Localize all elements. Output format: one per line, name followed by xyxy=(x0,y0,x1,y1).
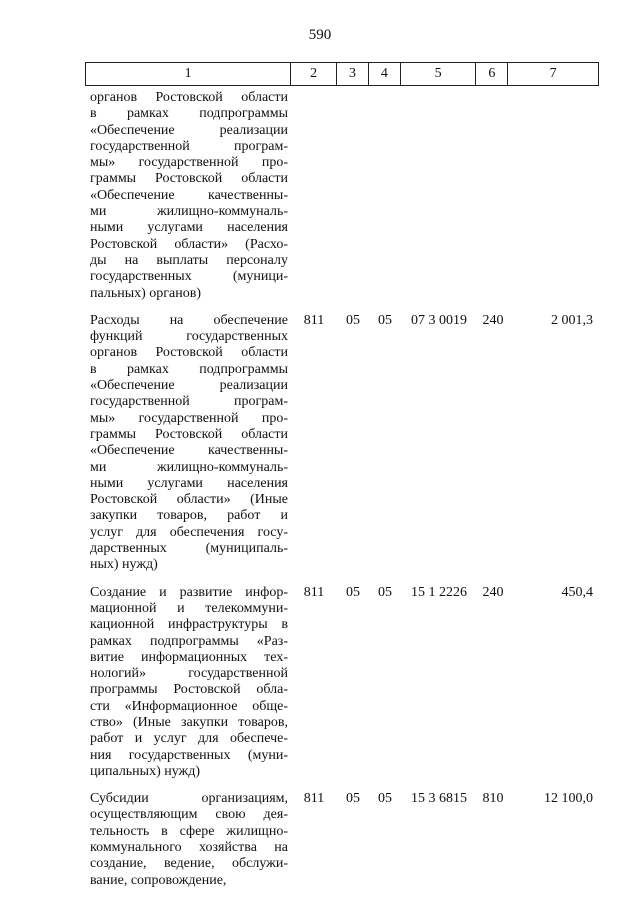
header-col-5: 5 xyxy=(401,63,477,85)
table-row xyxy=(85,313,599,574)
description-line: «Обеспечение качественны- xyxy=(90,187,288,203)
description-line: пальных) органов) xyxy=(90,285,201,301)
code-expense-type: 240 xyxy=(482,312,504,328)
row-description xyxy=(85,791,291,889)
description-line: ципальных) нужд) xyxy=(90,763,201,779)
description-line: мы» государственной про- xyxy=(90,155,288,171)
amount: 12 100,0 xyxy=(544,791,593,807)
description-line: ния государственных (муни- xyxy=(90,747,288,763)
description-line: ми жилищно-коммуналь- xyxy=(90,204,288,220)
description-line: органов Ростовской области xyxy=(90,345,288,361)
description-line: ных) нужд) xyxy=(90,557,158,573)
description-line: граммы Ростовской области xyxy=(90,171,288,187)
description-line: «Обеспечение качественны- xyxy=(90,443,288,459)
code-ministry: 811 xyxy=(303,584,325,600)
header-col-6: 6 xyxy=(476,63,508,85)
header-col-4: 4 xyxy=(369,63,401,85)
description-line: граммы Ростовской области xyxy=(90,426,288,442)
description-line: нологий» государственной xyxy=(90,666,288,682)
code-expense-type: 240 xyxy=(482,584,504,600)
description-line: Расходы на обеспечение xyxy=(90,312,288,328)
description-line: коммунального хозяйства на xyxy=(90,840,288,856)
description-line: вание, сопровождение, xyxy=(90,872,227,888)
code-ministry: 811 xyxy=(303,791,325,807)
header-col-7: 7 xyxy=(549,66,557,81)
description-line: государственных (муници- xyxy=(90,269,288,285)
amount xyxy=(509,90,599,302)
table-body xyxy=(85,90,599,900)
description-line: Субсидии организациям, xyxy=(90,791,288,807)
code-section: 05 xyxy=(346,584,360,600)
code-section: 05 xyxy=(346,791,360,807)
description-line: ными услугами населения xyxy=(90,475,288,491)
description-line: в рамках подпрограммы xyxy=(90,361,288,377)
description-line: тельность в сфере жилищно- xyxy=(90,823,288,839)
description-line: органов Ростовской области xyxy=(90,90,288,105)
description-line: осуществляющим свою дея- xyxy=(90,807,288,823)
header-col-2: 2 xyxy=(291,63,337,85)
table-row xyxy=(85,90,599,302)
code-expense-type: 810 xyxy=(482,791,504,807)
description-line: закупки товаров, работ и xyxy=(90,508,288,524)
description-line: государственной програм- xyxy=(90,394,288,410)
code-expense-type xyxy=(477,90,509,302)
description-line: витие информационных тех- xyxy=(90,649,288,665)
code-subsection: 05 xyxy=(378,584,392,600)
page-number: 590 xyxy=(308,27,332,43)
description-line: мационной и телекоммуни- xyxy=(90,600,288,616)
header-col-1: 1 xyxy=(86,63,291,85)
code-section: 05 xyxy=(346,312,360,328)
code-target xyxy=(401,90,477,302)
table-header xyxy=(85,62,599,86)
description-line: программы Ростовской обла- xyxy=(90,682,288,698)
code-target: 07 3 0019 xyxy=(411,312,467,328)
description-line: государственной програм- xyxy=(90,138,288,154)
description-line: ми жилищно-коммуналь- xyxy=(90,459,288,475)
description-line: Ростовской области» (Иные xyxy=(90,492,288,508)
code-section xyxy=(337,90,369,302)
description-line: ство» (Иные закупки товаров, xyxy=(90,714,288,730)
description-line: создание, ведение, обслужи- xyxy=(90,856,288,872)
header-col-3: 3 xyxy=(337,63,369,85)
description-line: Ростовской области» (Расхо- xyxy=(90,236,288,252)
amount: 450,4 xyxy=(561,584,593,600)
description-line: ды на выплаты персоналу xyxy=(90,252,288,268)
description-line: работ и услуг для обеспече- xyxy=(90,731,288,747)
amount: 2 001,3 xyxy=(551,312,593,328)
code-subsection: 05 xyxy=(378,312,392,328)
row-description xyxy=(85,585,291,781)
description-line: в рамках подпрограммы xyxy=(90,106,288,122)
row-description xyxy=(85,313,291,574)
description-line: услуг для обеспечения госу- xyxy=(90,524,288,540)
description-line: мы» государственной про- xyxy=(90,410,288,426)
code-target: 15 1 2226 xyxy=(411,584,467,600)
description-line: ными услугами населения xyxy=(90,220,288,236)
row-description xyxy=(85,90,291,302)
description-line: «Обеспечение реализации xyxy=(90,122,288,138)
description-line: «Обеспечение реализации xyxy=(90,378,288,394)
description-line: функций государственных xyxy=(90,329,288,345)
description-line: рамках подпрограммы «Раз- xyxy=(90,633,288,649)
description-line: Создание и развитие инфор- xyxy=(90,584,288,600)
code-target: 15 3 6815 xyxy=(411,791,467,807)
description-line: сти «Информационное обще- xyxy=(90,698,288,714)
code-ministry xyxy=(291,90,337,302)
description-line: кационной инфраструктуры в xyxy=(90,617,288,633)
code-subsection xyxy=(369,90,401,302)
description-line: дарственных (муниципаль- xyxy=(90,541,288,557)
table-row xyxy=(85,585,599,781)
code-ministry: 811 xyxy=(303,312,325,328)
table-row xyxy=(85,791,599,889)
code-subsection: 05 xyxy=(378,791,392,807)
